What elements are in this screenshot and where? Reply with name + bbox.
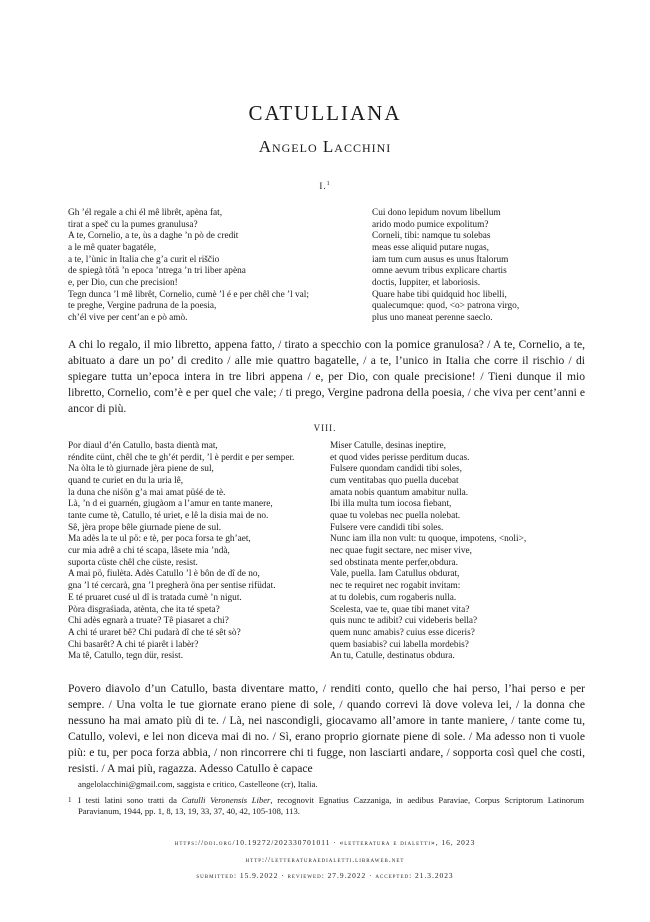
section-number: I. [319, 181, 327, 191]
footnote-book-title: Catulli Veronensis Liber [181, 795, 271, 805]
poem-line: Fulsere quondam candidi tibi soles, [330, 464, 462, 475]
poem-line: doctis, Iuppiter, et laboriosis. [372, 277, 481, 288]
article-title: CATULLIANA [248, 101, 402, 125]
author-affiliation: angelolacchini@gmail.com, saggista e critico, Castelleone (cr), Italia. [78, 779, 318, 789]
poem-line: quand te curiet en du la uria lê, [68, 476, 184, 487]
poem-line: gna ’l té cercarà, gna ’l pregherà öna per sentise rifüdat. [68, 581, 276, 592]
poem-line: tante cume tè, Catullo, té uriet, e lê la disia mai de no. [68, 511, 269, 522]
doi-line: https://doi.org/10.19272/202330701011 · «letteratura e dialetti», 16, 2023 [174, 838, 476, 847]
prose-translation-1: A chi lo regalo, il mio libretto, appena fatto, / tirato a specchio con la pomice granulosa? / A te, Cornelio, a te, abituato a dare un po’ di credito / alle mie quattro bagatelle, / a te, l’unico in Italia che corre il rischio / di spiegare tutta un’epoca intera in tre libri appena / e, per Dio, con quale precisione! / Tieni dunque il mio libretto, Cornelio, com’è e per quel che vale; / ti prego, Vergine padrona della poesia, / che viva per cent’anni e ancor di più. [68, 338, 585, 415]
submission-dates: submitted: 15.9.2022 · reviewed: 27.9.2022 · accepted: 21.3.2023 [196, 871, 454, 880]
poem-line: arido modo pumice expolitum? [372, 219, 489, 230]
article-author: Angelo Lacchini [258, 137, 392, 156]
poem-line: Là, ’n d ei guarnén, giugàom a l’amur en tante manere, [68, 499, 273, 510]
poem-line: An tu, Catulle, destinatus obdura. [330, 651, 455, 662]
poem-line: nec quae fugit sectare, nec miser vive, [330, 546, 472, 557]
poem-line: cum ventitabas quo puella ducebat [330, 476, 459, 487]
footnote-reference: 1 [326, 181, 331, 187]
poem-line: Tegn dunca ’l mê librêt, Cornelio, cumè ’l é e per chêl che ’l val; [68, 289, 309, 300]
section-heading-8: VIII. [313, 423, 337, 433]
poem-line: Corneli, tibi: namque tu solebas [372, 231, 491, 242]
poem-line: quis nunc te adibit? cui videberis bella? [330, 616, 478, 627]
poem-line: omne aevum tribus explicare chartis [372, 266, 507, 277]
poem-line: meas esse aliquid putare nugas, [372, 242, 489, 253]
poem-line: Ma adès la te ul pö: e tè, per poca forsa te gh’aet, [68, 534, 251, 545]
poem-line: Quare habe tibi quidquid hoc libelli, [372, 289, 507, 300]
poem-line: tirat a speč cu la pumes granulusa? [68, 219, 198, 230]
poem-line: Sê, jèra prope bêle giurnade piene de sul. [68, 522, 222, 533]
poem-line: Nunc iam illa non vult: tu quoque, impotens, <noli>, [330, 534, 527, 545]
footnote-number: 1 [68, 796, 72, 804]
poem-line: at tu dolebis, cum rogaberis nulla. [330, 592, 457, 603]
footnote-text [78, 795, 584, 818]
poem-line: Fulsere vere candidi tibi soles. [330, 522, 444, 533]
poem-line: suporta cüste chêl che cüste, resist. [68, 557, 198, 568]
footnote-text-end: , recognovit Egnatius Cazzaniga, in aedibus Paraviae, Corpus Scriptorum Latinorum Paravianum, 1944, pp. 1, 8, 13, 19, 33, 37, 40, 42, 105-108, 113. [78, 795, 585, 817]
poem-line: quae tu volebas nec puella nolebat. [330, 511, 461, 522]
poem-line: Na òlta le tò giurnade jèra piene de sul, [68, 464, 214, 475]
poem-line: et quod vides perisse perditum ducas. [330, 452, 470, 463]
poem-line: Chi basarêt? A chi té piarêt i labèr? [68, 639, 199, 650]
poem-line: qualecumque: quod, <o> patrona virgo, [372, 301, 520, 312]
poem-line: a te, l’ùnic in Italia che g’a curit el riščio [68, 254, 220, 265]
poem-line: Pòra disgraśiada, atènta, che ita té speta? [68, 604, 220, 615]
poem-line: amata nobis quantum amabitur nulla. [330, 487, 469, 498]
poem-line: de spiegà tötä ’n epoca ’ntrega ’n tri liber apèna [68, 266, 246, 277]
poem-line: Ibi illa multa tum iocosa fiebant, [330, 499, 452, 510]
poem-line: quem nunc amabis? cuius esse diceris? [330, 627, 475, 638]
journal-url: http://letteraturaedialetti.libraweb.net [245, 855, 405, 864]
poem-line: E té pruaret cusé ul dî is tratada cumè ’n nigut. [68, 592, 242, 603]
poem-line: A te, Cornelio, a te, ùs a daghe ’n pò de credit [68, 231, 239, 242]
poem-line: A chi té uraret bê? Chi pudarà dî che té sêt sò? [68, 627, 241, 638]
poem-line: Cui dono lepidum novum libellum [372, 208, 501, 218]
poem-line: Scelesta, vae te, quae tibi manet vita? [330, 604, 470, 615]
poem-line: a le mê quater bagatéle, [68, 242, 157, 253]
poem-line: Gh ’él regale a chi él mê librêt, apèna fat, [68, 208, 223, 218]
poem-line: plus uno maneat perenne saeclo. [372, 312, 493, 323]
poem-line: réndite cünt, chêl che te gh’ét perdit, ’l è perdit e per semper. [68, 452, 295, 463]
poem-line: la duna che niśön g’a mai amat püśé de tè. [68, 487, 226, 498]
poem-line: A mai pö, fiulèta. Adès Catullo ’l è bôn de dî de no, [68, 569, 260, 580]
poem-line: e, per Dio, cun che precision! [68, 277, 178, 288]
poem-line: Chi adès egnarà a truate? Tê piasaret a chi? [68, 616, 229, 627]
poem-line: Vale, puella. Iam Catullus obdurat, [330, 569, 460, 580]
poem-line: Miser Catulle, desinas ineptire, [330, 441, 446, 451]
poem-line: cur mia adrê a chi té scapa, lâsete mia ’ndà, [68, 546, 230, 557]
poem-line: sed obstinata mente perfer,obdura. [330, 557, 458, 568]
poem-line: nec te requiret nec rogabit invitam: [330, 581, 461, 592]
prose-translation-8: Povero diavolo d’un Catullo, basta diventare matto, / renditi conto, quello che hai perso, l’hai perso e per sempre. / Una volta le tue giornate erano piene di sole, / quando correvi là dove voleva lei, / la donna che nessuno ha mai amato più di te. / Là, nei nascondigli, giocavamo all’amore in tante maniere, / tante come tu, Catullo, volevi, e lei non diceva mai di no. / Sì, erano proprio giornate piene di sole. / Ma adesso non ti vuole più: e tu, per poca forza abbia, / non rincorrere chi ti fugge, non lasciarti andare, / sopporta così quel che costi, resisti. / A mai più, ragazza. Adesso Catullo è capace [68, 682, 585, 775]
poem-line: iam tum cum ausus es unus Italorum [372, 254, 509, 265]
poem-line: Ma tê, Catullo, tegn dür, resist. [68, 651, 184, 662]
poem-line: ch’él vive per cent’an e pò amò. [68, 312, 188, 323]
footnote-text-start: I testi latini sono tratti da [78, 795, 182, 805]
poem-line: te preghe, Vergine padruna de la poesia, [68, 301, 217, 312]
poem-line: Por diaul d’én Catullo, basta dientà mat, [68, 441, 218, 451]
section-heading-1 [0, 181, 650, 191]
poem-line: quem basiabis? cui labella mordebis? [330, 639, 469, 650]
